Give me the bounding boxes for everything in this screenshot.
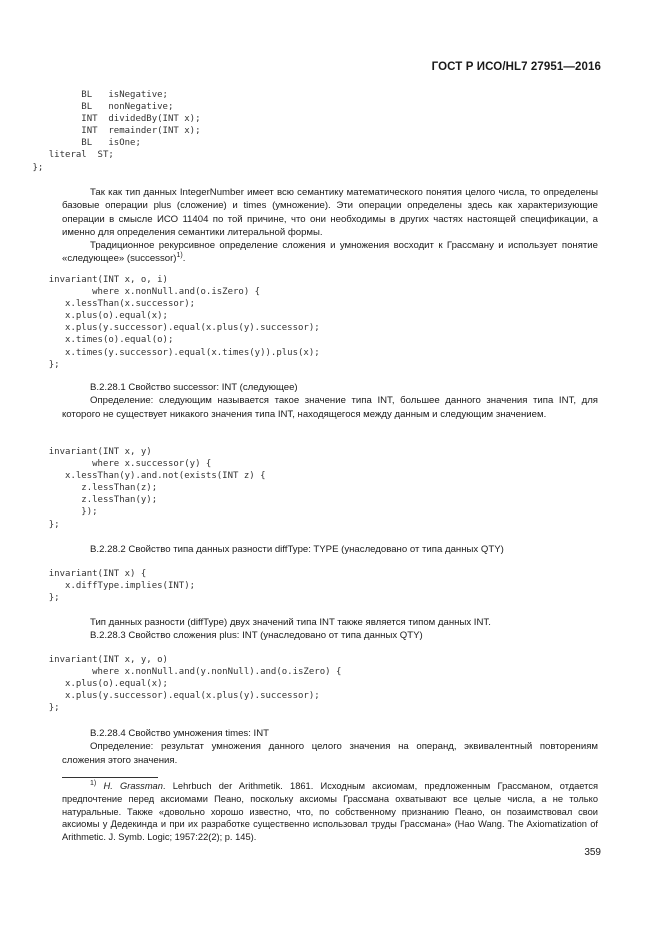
section-difftype bbox=[62, 543, 598, 556]
code-line: x.plus(o).equal(x); bbox=[0, 311, 168, 322]
page-number: 359 bbox=[584, 847, 601, 858]
code-line: invariant(INT x, y) bbox=[0, 447, 152, 457]
paragraph-period: . bbox=[182, 253, 186, 265]
footnote-reference: 1) bbox=[176, 252, 183, 260]
code-line: x.times(y.successor).equal(x.times(y)).plus(x); bbox=[0, 347, 320, 358]
code-line: literal ST; bbox=[0, 150, 114, 161]
code-line: x.plus(y.successor).equal(x.plus(y).successor); bbox=[0, 323, 320, 334]
footnote bbox=[62, 780, 598, 844]
code-line: z.lessThan(z); bbox=[0, 483, 158, 494]
footnote-author: H. Grassman bbox=[103, 781, 163, 791]
code-line: where x.successor(y) { bbox=[0, 459, 212, 470]
code-line: x.diffType.implies(INT); bbox=[0, 581, 196, 592]
code-line: x.lessThan(y).and.not(exists(INT z) { bbox=[0, 471, 266, 482]
code-line: x.plus(o).equal(x); bbox=[0, 679, 168, 690]
code-line: BL nonNegative; bbox=[0, 102, 174, 113]
code-line: z.lessThan(y); bbox=[0, 495, 158, 506]
code-block-invariant-plus-times bbox=[0, 274, 320, 371]
section-title: B.2.28.4 Свойство умножения times: INT bbox=[90, 728, 269, 739]
code-line: INT dividedBy(INT x); bbox=[0, 114, 201, 125]
code-line: }); bbox=[0, 507, 98, 518]
section-successor bbox=[62, 381, 598, 421]
paragraph-text: Традиционное рекурсивное определение сложения и умножения восходит к Грассману и использует понятие «следующее» (successor) bbox=[62, 240, 598, 265]
paragraph-text: Тип данных разности (diffType) двух значений типа INT также является типом данных INT. bbox=[90, 617, 491, 628]
code-line: invariant(INT x, y, o) bbox=[0, 655, 168, 665]
code-line: x.lessThan(x.successor); bbox=[0, 299, 196, 310]
code-line: invariant(INT x) { bbox=[0, 569, 147, 579]
code-block-invariant-plus bbox=[0, 654, 341, 714]
code-line: }; bbox=[0, 593, 60, 604]
document-header: ГОСТ Р ИСО/HL7 27951—2016 bbox=[431, 61, 601, 73]
section-title: B.2.28.3 Свойство сложения plus: INT (унаследовано от типа данных QTY) bbox=[90, 630, 423, 642]
definition-text: Определение: следующим называется такое значение типа INT, большее данного значения типа INT, для которого не существует никакого значения типа INT, находящегося между данным и следующим значением. bbox=[62, 395, 598, 420]
section-plus bbox=[62, 616, 598, 643]
code-line: x.plus(y.successor).equal(x.plus(y).successor); bbox=[0, 691, 320, 702]
code-line: where x.nonNull.and(y.nonNull).and(o.isZero) { bbox=[0, 667, 342, 678]
code-line: INT remainder(INT x); bbox=[0, 126, 201, 137]
paragraph-grassman bbox=[62, 239, 598, 266]
paragraph-text: Так как тип данных IntegerNumber имеет всю семантику математического понятия целого числа, то определены базовые операции plus (сложение) и times (умножение). Эти операции определены здесь как характеризующие операции в смысле ИСО 11404 по той причине, что они необходимы в других частях настоящей спецификации, а именно для определения семантики литеральной формы. bbox=[62, 187, 598, 238]
code-line: where x.nonNull.and(o.isZero) { bbox=[0, 287, 261, 298]
code-block-invariant-difftype bbox=[0, 568, 195, 604]
code-line: }; bbox=[0, 519, 60, 530]
code-line: BL isNegative; bbox=[0, 90, 168, 100]
code-line: }; bbox=[0, 162, 44, 173]
paragraph-integer-semantics bbox=[62, 186, 598, 266]
code-line: }; bbox=[0, 359, 60, 370]
footnote-separator bbox=[62, 777, 158, 778]
section-times bbox=[62, 727, 598, 767]
definition-text: Определение: результат умножения данного целого значения на операнд, эквивалентный повторениям сложения этого значения. bbox=[62, 741, 598, 766]
section-title: B.2.28.2 Свойство типа данных разности diffType: TYPE (унаследовано от типа данных QTY) bbox=[90, 544, 504, 555]
code-block-properties bbox=[0, 89, 200, 174]
footnote-text: . Lehrbuch der Arithmetik. 1861. Исходным аксиомам, предложенным Грассманом, отдается предпочтение перед аксиомами Пеано, поскольку аксиомы Грассмана охватывают все целые числа, а не только натуральные. Также «довольно хорошо известно, что, по собственному признанию Пеано, он позаимствовал свои аксиомы у Дедекинда и при их разработке существенно использовал труды Грассмана» (Hao Wang. The Axiomatization of Arithmetic. J. Symb. Logic; 1957:22(2); p. 145). bbox=[62, 781, 598, 843]
section-title: B.2.28.1 Свойство successor: INT (следующее) bbox=[90, 382, 298, 393]
code-block-invariant-successor bbox=[0, 446, 266, 531]
code-line: invariant(INT x, o, i) bbox=[0, 275, 168, 285]
code-line: }; bbox=[0, 703, 60, 714]
code-line: BL isOne; bbox=[0, 138, 141, 149]
code-line: x.times(o).equal(o); bbox=[0, 335, 174, 346]
footnote-mark: 1) bbox=[90, 779, 97, 787]
